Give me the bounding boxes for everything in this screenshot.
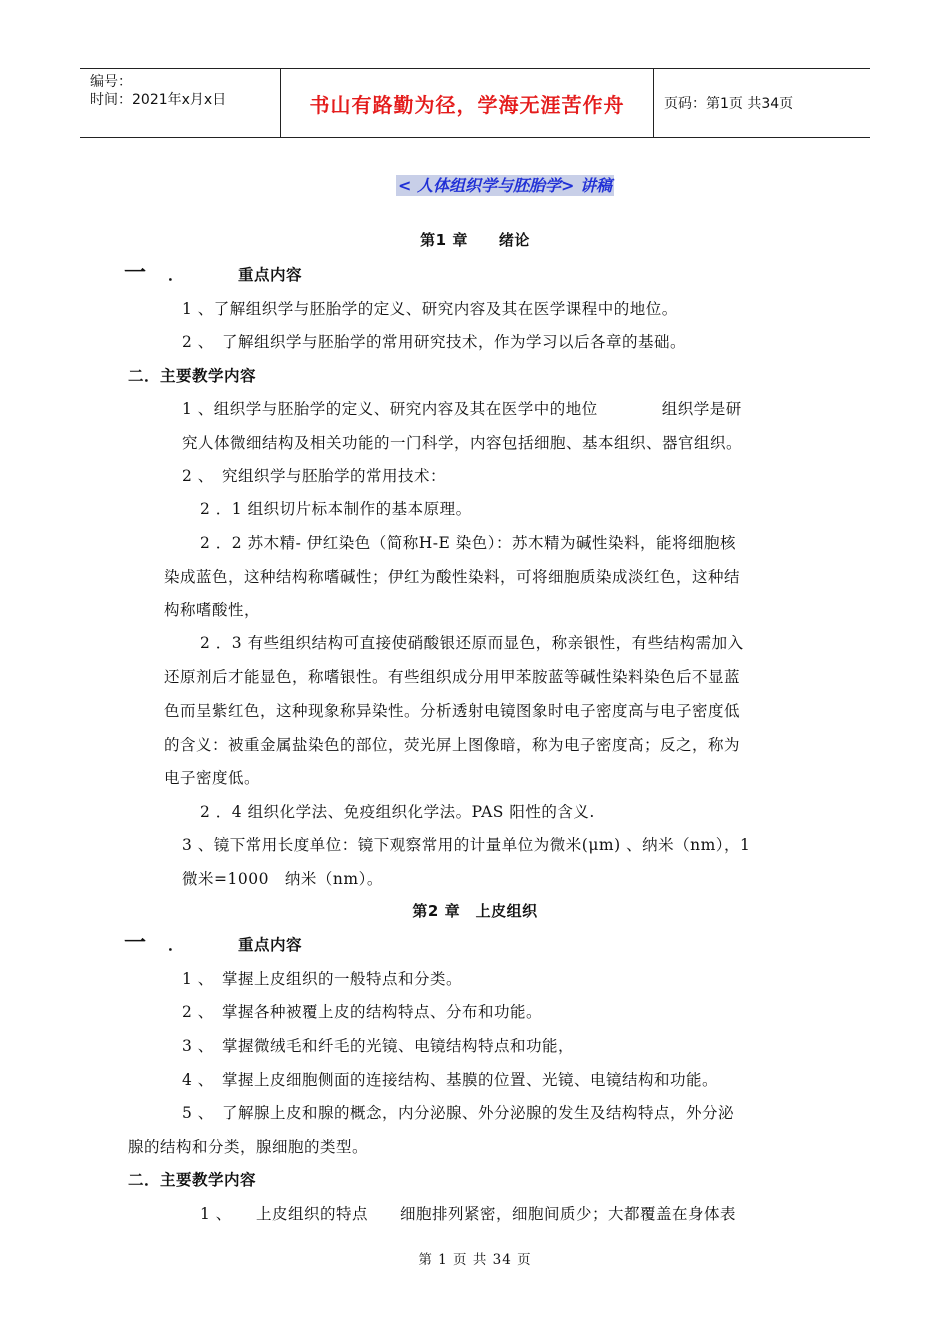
date-label: 时间：2021年x月x日 — [90, 92, 227, 108]
chapter1-para7-line2: 微米=1000 纳米（nm）。 — [182, 870, 383, 888]
chapter1-para3: 2 ．1 组织切片标本制作的基本原理。 — [200, 500, 472, 518]
chapter2-point3: 3 、 掌握微绒毛和纤毛的光镜、电镜结构特点和功能， — [182, 1037, 575, 1055]
chapter2-section1-number: 一 — [124, 931, 147, 956]
document-title — [0, 173, 950, 196]
chapter2-section2-title: 二．主要教学内容 — [128, 1171, 257, 1189]
motto-cell — [281, 69, 654, 137]
chapter1-section1-heading — [124, 256, 184, 287]
chapter1-para5-line2: 还原剂后才能显色，称嗜银性。有些组织成分用甲苯胺蓝等碱性染料染色后不显蓝 — [164, 668, 741, 686]
chapter1-section1-number: 一 — [124, 261, 147, 286]
chapter2-point5-line1: 5 、 了解腺上皮和腺的概念，内分泌腺、外分泌腺的发生及结构特点，外分泌 — [182, 1104, 735, 1122]
number-label: 编号： — [90, 74, 132, 90]
chapter1-section1-title: 重点内容 — [238, 266, 303, 284]
chapter1-para5-line4: 的含义：被重金属盐染色的部位，荧光屏上图像暗，称为电子密度高；反之，称为 — [164, 736, 741, 754]
chapter1-section2-title: 二．主要教学内容 — [128, 367, 257, 385]
chapter1-para1-line2: 究人体微细结构及相关功能的一门科学，内容包括细胞、基本组织、器官组织。 — [182, 434, 743, 452]
chapter2-point1: 1 、 掌握上皮组织的一般特点和分类。 — [182, 970, 463, 988]
header-table — [80, 68, 870, 138]
chapter2-section1-heading — [124, 926, 184, 957]
chapter1-para5-line3: 色而呈紫红色，这种现象称异染性。分析透射电镜图象时电子密度高与电子密度低 — [164, 702, 741, 720]
chapter2-point4: 4 、 掌握上皮细胞侧面的连接结构、基膜的位置、光镜、电镜结构和功能。 — [182, 1071, 719, 1089]
chapter1-para5-line5: 电子密度低。 — [164, 769, 261, 787]
chapter2-para1: 1 、 上皮组织的特点 细胞排列紧密，细胞间质少；大都覆盖在身体表 — [200, 1205, 737, 1223]
chapter2-point2: 2 、 掌握各种被覆上皮的结构特点、分布和功能。 — [182, 1003, 543, 1021]
chapter1-para4-line3: 构称嗜酸性， — [164, 601, 261, 619]
chapter1-para4-line2: 染成蓝色，这种结构称嗜碱性；伊红为酸性染料，可将细胞质染成淡红色，这种结 — [164, 568, 741, 586]
chapter1-para7-line1: 3 、镜下常用长度单位：镜下观察常用的计量单位为微米(μm) 、纳米（nm），1 — [182, 836, 751, 854]
chapter1-point1: 1 、了解组织学与胚胎学的定义、研究内容及其在医学课程中的地位。 — [182, 300, 678, 318]
chapter1-title: 第1 章 绪论 — [420, 231, 530, 249]
chapter1-para4-line1: 2 ．2 苏木精- 伊红染色（简称H-E 染色）：苏木精为碱性染料，能将细胞核 — [200, 534, 736, 552]
chapter1-para2: 2 、 究组织学与胚胎学的常用技术： — [182, 467, 447, 485]
chapter2-point5-line2: 腺的结构和分类，腺细胞的类型。 — [128, 1138, 369, 1156]
header-meta-cell — [80, 69, 281, 137]
page-footer: 第 1 页 共 34 页 — [418, 1252, 532, 1268]
chapter1-section1-dot: ． — [167, 266, 184, 284]
motto-text: 书山有路勤为径，学海无涯苦作舟 — [309, 92, 625, 117]
chapter2-title: 第2 章 上皮组织 — [412, 902, 538, 920]
page-info-cell — [654, 69, 870, 137]
chapter2-section1-title: 重点内容 — [238, 936, 303, 954]
chapter2-section1-dot: ． — [167, 936, 184, 954]
document-title-text: < 人体组织学与胚胎学> 讲稿 — [398, 176, 612, 195]
chapter1-para5-line1: 2 ．3 有些组织结构可直接使硝酸银还原而显色，称亲银性，有些结构需加入 — [200, 634, 744, 652]
page-info-text: 页码：第1页 共34页 — [664, 96, 794, 112]
chapter1-para6: 2 ．4 组织化学法、免疫组织化学法。PAS 阳性的含义. — [200, 803, 595, 821]
chapter1-point2: 2 、 了解组织学与胚胎学的常用研究技术，作为学习以后各章的基础。 — [182, 333, 687, 351]
chapter1-para1-line1: 1 、组织学与胚胎学的定义、研究内容及其在医学中的地位 组织学是研 — [182, 400, 742, 418]
